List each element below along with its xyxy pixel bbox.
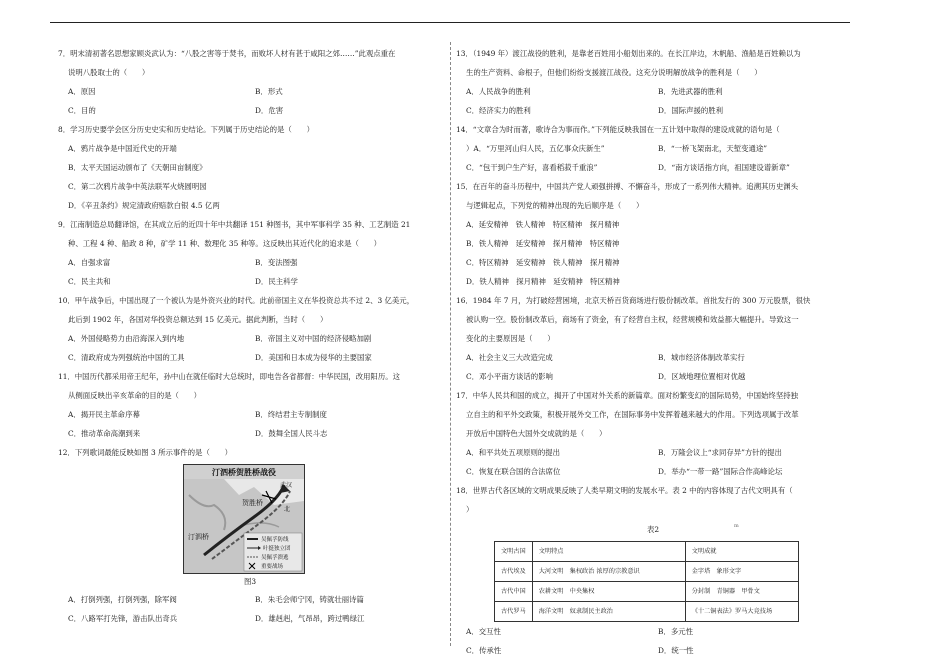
right-column (456, 44, 850, 660)
question-15 (456, 177, 850, 291)
table-header-cell: 文明特点 (532, 542, 685, 562)
option-d: D．区域地理位置相对优越 (658, 372, 746, 381)
table-cell: 古代埃及 (495, 562, 533, 582)
question-stem: 种、工程 4 种、船政 8 种，矿学 11 种、数理化 35 种等。这反映出其近代化的追求是（ ） (68, 239, 382, 248)
option-c: C．特区精神 延安精神 铁人精神 探月精神 (466, 258, 620, 267)
question-stem: 11．中国历代都采用帝王纪年，孙中山在就任临时大总统时，即电告各省都督：中华民国，改用阳历。这 (58, 372, 400, 381)
option-c: C．民主共和 (68, 277, 111, 286)
question-stem: 16．1984 年 7 月，为打破经营困境，北京天桥百货商场进行股份制改革。首批发行的 300 万元股票，很快 (456, 296, 811, 305)
option-d: D．雄赳赳，气昂昂，跨过鸭绿江 (255, 614, 365, 623)
question-stem: 17．中华人民共和国的成立，揭开了中国对外关系的新篇章。面对纷繁变幻的国际局势，中国始终坚持独 (456, 391, 798, 400)
option-c: C．传承性 (466, 646, 502, 655)
table-cell: 大河文明 集权政治 浓厚的宗教意识 (532, 562, 685, 582)
option-a: A．原因 (68, 87, 96, 96)
question-stem: 此后到 1902 年，各国对华投资总额达到 15 亿美元。据此判断，当时（ ） (68, 315, 328, 324)
question-9 (58, 215, 442, 291)
table-row (495, 582, 799, 602)
question-stem: 12．下列歌词最能反映如图 3 所示事件的是（ ） (58, 448, 233, 457)
question-stem: 13．（1949 年）渡江战役的胜利，是靠老百姓用小船划出来的。在长江岸边，木帆船、渔船是百姓赖以为 (456, 49, 801, 58)
option-c: C．“包干到户生产好，喜看稻菽千重浪” (466, 163, 598, 172)
question-stem: 与逻辑起点，下列党的精神出现的先后顺序是（ ） (466, 201, 644, 210)
table-cell: 《十二铜表法》罗马大竞技场 (685, 602, 798, 622)
table-cell: 古代中国 (495, 582, 533, 602)
question-16 (456, 291, 850, 386)
option-d: D．举办“一带一路”国际合作高峰论坛 (658, 467, 783, 476)
table-header-row (495, 542, 799, 562)
question-10 (58, 291, 442, 367)
legend-wu-line: 吴佩孚防线 (261, 537, 289, 543)
option-c: C．推动革命高潮到来 (68, 429, 141, 438)
question-stem: 8．学习历史要学会区分历史史实和历史结论。下列属于历史结论的是（ ） (58, 125, 314, 134)
label-tingsi: 汀泗桥 (188, 533, 209, 541)
option-d: D．美国和日本成为侵华的主要国家 (255, 353, 372, 362)
option-d: D．国际声援的胜利 (658, 106, 724, 115)
label-hubei: 北 (284, 506, 291, 513)
battle-map-drawing (184, 465, 304, 573)
table-row (495, 562, 799, 582)
option-c: C．邓小平南方谈话的影响 (466, 372, 553, 381)
question-stem: 被认购一空。股份制改革后，商场有了资金，有了经营自主权，经营规模和效益都大幅提升。导致这一 (466, 315, 799, 324)
option-a: A．“万里河山归人民，五亿事众庆新生” (473, 144, 605, 153)
question-stem: 14．“文章合为时而著，歌诗合为事而作。”下列能反映我国在一五计划中取得的建设成就的语句是（ (456, 125, 780, 134)
option-a: A．鸦片战争是中国近代史的开端 (68, 144, 177, 153)
table-cell: 农耕文明 中央集权 (532, 582, 685, 602)
option-d: D．危害 (255, 106, 284, 115)
question-14 (456, 120, 850, 177)
question-stem: 生的生产资料、命根子，但他们纷纷支援渡江战役。这充分说明解放战争的胜利是（ ） (466, 68, 762, 77)
question-stem: 9．江南制造总局翻译馆，在其成立后的近四十年中共翻译 151 种图书，其中军事科学 35 种、工艺制造 21 (58, 220, 411, 229)
option-b: B．万隆会议上“求同存异”方针的提出 (658, 448, 782, 457)
figure-3 (58, 462, 442, 590)
option-c: C．清政府成为列强统治中国的工具 (68, 353, 185, 362)
option-b: B．“一桥飞架南北，天堑变通途” (658, 144, 768, 153)
option-a: A．和平共处五项原则的提出 (466, 448, 561, 457)
label-wuhan: 武汉 (280, 482, 293, 489)
question-stem: 立自主的和平外交政策，积极开展外交工作，在国际事务中发挥着越来越大的作用。下列选项属于改革 (466, 410, 799, 419)
option-d: D．鼓舞全国人民斗志 (255, 429, 328, 438)
option-b: B．多元性 (658, 627, 693, 636)
table-cell: 金字塔 象形文字 (685, 562, 798, 582)
question-18 (456, 481, 850, 660)
question-stem: 7．明末清初著名思想家顾炎武认为：“八股之害等于焚书，而败坏人材有甚于咸阳之郊……”此观点重在 (58, 49, 396, 58)
map-title: 汀泗桥贺胜桥战役 (212, 468, 276, 477)
option-b: B．帝国主义对中国的经济侵略加剧 (255, 334, 372, 343)
question-stem: ） (466, 505, 474, 514)
legend-ye-ting: 叶挺独立团 (263, 546, 291, 552)
header-rule (50, 22, 850, 23)
table-cell: 海洋文明 奴隶制民主政治 (532, 602, 685, 622)
table-caption-text: 表2 (646, 525, 660, 534)
option-c: C．恢复在联合国的合法席位 (466, 467, 561, 476)
option-b: B．终结君主专制制度 (255, 410, 327, 419)
legend-wu-retreat: 吴佩孚溃逃 (261, 555, 289, 561)
option-a: A．外国侵略势力由沿海深入到内地 (68, 334, 185, 343)
question-stem: 从侧面反映出辛亥革命的目的是（ ） (68, 391, 202, 400)
option-a: A．社会主义三大改造完成 (466, 353, 553, 362)
question-stem: ） (466, 144, 474, 153)
option-c: C．经济实力的胜利 (466, 106, 531, 115)
option-c: C．目的 (68, 106, 96, 115)
option-a: A．人民战争的胜利 (466, 87, 531, 96)
option-b: B．城市经济体制改革实行 (658, 353, 745, 362)
question-stem: 18．世界古代各区域的文明成果反映了人类早期文明的发展水平。表 2 中的内容体现了古代文明具有（ (456, 486, 793, 495)
option-c: C．第二次鸦片战争中英法联军火烧圆明园 (68, 182, 207, 191)
option-d: D．民主科学 (255, 277, 298, 286)
option-b: B．太平天国运动颁布了《天朝田亩制度》 (68, 163, 207, 172)
column-divider (450, 42, 451, 646)
question-7 (58, 44, 442, 120)
battle-map (183, 464, 305, 574)
option-d: D．铁人精神 探月精神 延安精神 特区精神 (466, 277, 620, 286)
question-11 (58, 367, 442, 443)
option-b: B．变法图强 (255, 258, 298, 267)
question-12 (58, 443, 442, 628)
table-caption (456, 519, 850, 541)
option-a: A．打倒列强，打倒列强，除军阀 (68, 595, 177, 604)
table-row (495, 602, 799, 622)
question-13 (456, 44, 850, 120)
option-b: B．铁人精神 延安精神 探月精神 特区精神 (466, 239, 620, 248)
option-b: B．朱毛会师宁冈，铸就壮丽诗篇 (255, 595, 364, 604)
option-b: B．形式 (255, 87, 283, 96)
question-8 (58, 120, 442, 215)
question-stem: 变化的主要原因是（ ） (466, 334, 555, 343)
figure-caption: 图3 (243, 577, 257, 586)
label-hesheng: 贺胜桥 (242, 499, 263, 507)
table-header-cell: 文明成就 (685, 542, 798, 562)
option-a: A．交互性 (466, 627, 501, 636)
option-d: D．《辛丑条约》规定清政府赔款白银 4.5 亿两 (68, 201, 220, 210)
table-cell: 古代罗马 (495, 602, 533, 622)
option-c: C．八路军打先锋，游击队出奇兵 (68, 614, 178, 623)
question-stem: 开放后中国特色大国外交成就的是（ ） (466, 429, 607, 438)
option-a: A．延安精神 铁人精神 特区精神 探月精神 (466, 220, 620, 229)
table-header-cell: 文明古国 (495, 542, 533, 562)
question-stem: 说明八股取士的（ ） (68, 68, 150, 77)
left-column (58, 44, 442, 628)
option-b: B．先进武器的胜利 (658, 87, 723, 96)
option-a: A．自强求富 (68, 258, 111, 267)
question-17 (456, 386, 850, 481)
table-mark: m (734, 523, 739, 529)
table-cell: 分封制 青铜器 甲骨文 (685, 582, 798, 602)
option-d: D．统一性 (658, 646, 694, 655)
option-d: D．“南方谈话指方向，祖国建设谱新章” (658, 163, 790, 172)
option-a: A．揭开民主革命序幕 (68, 410, 140, 419)
legend-battlefield: 重要战场 (261, 564, 284, 570)
question-stem: 15．在百年的奋斗历程中，中国共产党人顽强拼搏、不懈奋斗，形成了一系列伟大精神。追溯其历史渊头 (456, 182, 798, 191)
civilization-table (494, 541, 799, 622)
question-stem: 10．甲午战争后，中国出现了一个被认为是外资兴业的时代。此前帝国主义在华投资总共不过 2、3 亿美元， (58, 296, 415, 305)
